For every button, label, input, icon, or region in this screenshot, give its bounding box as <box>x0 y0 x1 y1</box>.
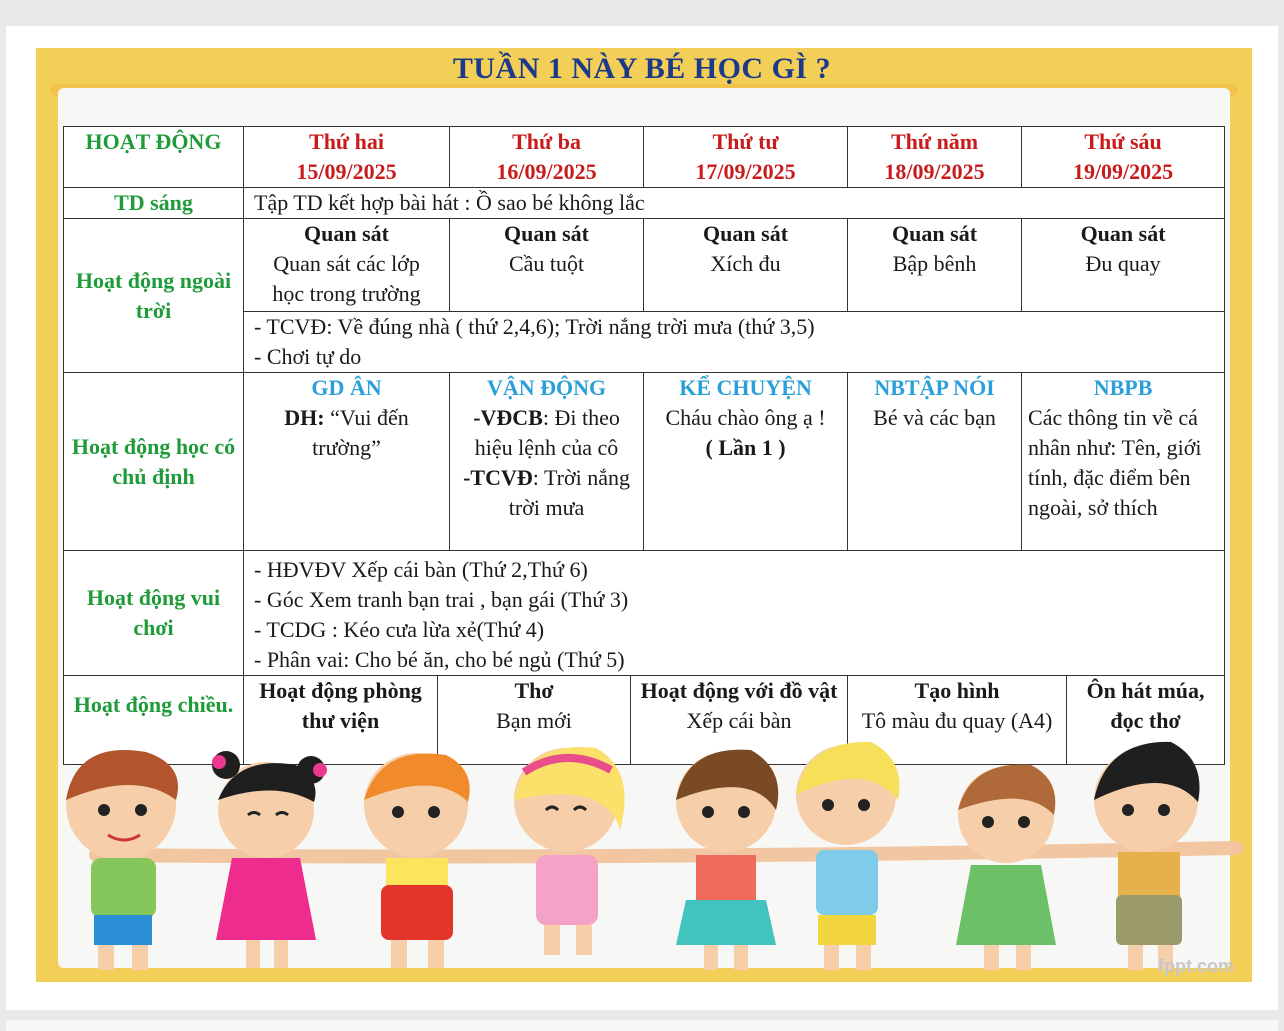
lesson-text: : Đi theo hiệu lệnh của cô <box>474 405 620 460</box>
lesson-cell-tuesday <box>450 373 644 551</box>
poster-title: TUẦN 1 NÀY BÉ HỌC GÌ ? <box>452 52 832 85</box>
cell-title: Thơ <box>514 678 554 703</box>
lesson-row <box>64 373 1225 551</box>
day-date: 17/09/2025 <box>695 159 796 184</box>
lesson-cell-monday <box>244 373 450 551</box>
activity-header: HOẠT ĐỘNG <box>64 127 244 188</box>
note-line: - Chơi tự do <box>254 344 362 369</box>
children-illustration <box>36 740 1252 980</box>
cell-text: Bạn mới <box>496 708 572 733</box>
play-content <box>244 551 1225 676</box>
header-row <box>64 127 1225 188</box>
subject-title: VẬN ĐỘNG <box>486 375 607 400</box>
lesson-text: Các thông tin về cá nhân như: Tên, giới tính, đặc điểm bên ngoài, sở thích <box>1028 405 1202 520</box>
day-name: Thứ tư <box>712 129 779 154</box>
lesson-text: Cháu chào ông ạ ! <box>665 405 826 430</box>
outdoor-cell-friday <box>1022 219 1225 312</box>
outdoor-cell-thursday <box>848 219 1022 312</box>
day-date: 15/09/2025 <box>296 159 397 184</box>
cell-text: Xếp cái bàn <box>686 708 792 733</box>
outdoor-label: Hoạt động ngoài trời <box>64 219 244 373</box>
day-header-monday <box>244 127 450 188</box>
day-name: Thứ năm <box>890 129 979 154</box>
day-name: Thứ ba <box>512 129 581 154</box>
cell-text: Xích đu <box>710 251 781 276</box>
subject-title: NBPB <box>1093 375 1153 400</box>
cell-text: Bập bênh <box>892 251 977 276</box>
outdoor-row <box>64 219 1225 312</box>
cell-title: Quan sát <box>504 221 590 246</box>
day-header-thursday <box>848 127 1022 188</box>
weekly-schedule-table <box>63 126 1225 765</box>
cell-title: Tạo hình <box>914 678 1000 703</box>
cell-text: Cầu tuột <box>508 251 585 276</box>
next-page-edge <box>6 1020 1278 1031</box>
morning-content: Tập TD kết hợp bài hát : Ồ sao bé không lắc <box>244 188 1225 219</box>
child-7 <box>956 765 1056 970</box>
cell-title: Quan sát <box>1080 221 1166 246</box>
cell-text: học trong trường <box>272 281 421 306</box>
lesson-cell-wednesday <box>644 373 848 551</box>
lesson-prefix: -TCVĐ <box>463 465 533 490</box>
outdoor-cell-tuesday <box>450 219 644 312</box>
day-header-tuesday <box>450 127 644 188</box>
day-date: 19/09/2025 <box>1072 159 1174 184</box>
cell-title: Quan sát <box>304 221 389 246</box>
cell-text: Tô màu đu quay (A4) <box>861 708 1053 733</box>
lesson-text: “Vui đến trường” <box>312 405 409 460</box>
play-label: Hoạt động vui chơi <box>64 551 244 676</box>
lesson-cell-friday <box>1022 373 1225 551</box>
cell-text: Quan sát các lớp <box>273 251 420 276</box>
day-header-friday <box>1022 127 1225 188</box>
cell-text: Đu quay <box>1085 251 1161 276</box>
day-date: 16/09/2025 <box>496 159 597 184</box>
outdoor-cell-monday <box>244 219 450 312</box>
play-line: - TCDG : Kéo cưa lừa xẻ(Thứ 4) <box>254 617 545 642</box>
lesson-text: Bé và các bạn <box>873 405 996 430</box>
lesson-prefix: DH: <box>284 405 325 430</box>
play-line: - Phân vai: Cho bé ăn, cho bé ngủ (Thứ 5) <box>254 647 625 672</box>
play-row <box>64 551 1225 676</box>
subject-title: KỂ CHUYỆN <box>679 375 812 400</box>
lesson-cell-thursday <box>848 373 1022 551</box>
cell-title: Quan sát <box>703 221 789 246</box>
morning-label: TD sáng <box>64 188 244 219</box>
day-date: 18/09/2025 <box>884 159 985 184</box>
outdoor-notes <box>244 312 1225 373</box>
outdoor-cell-wednesday <box>644 219 848 312</box>
lesson-prefix: -VĐCB <box>473 405 543 430</box>
cell-title: Hoạt động với đồ vật <box>640 678 838 703</box>
cell-title: Hoạt động phòng thư viện <box>259 678 422 733</box>
cell-title: Quan sát <box>892 221 978 246</box>
day-name: Thứ sáu <box>1084 129 1162 154</box>
morning-row <box>64 188 1225 219</box>
day-header-wednesday <box>644 127 848 188</box>
lesson-text: : Trời nắng trời mưa <box>508 465 630 520</box>
play-line: - Góc Xem tranh bạn trai , bạn gái (Thứ 3) <box>254 587 629 612</box>
subject-title: NBTẬP NÓI <box>874 375 995 400</box>
lesson-extra: ( Lần 1 ) <box>705 435 786 460</box>
lesson-label: Hoạt động học có chủ định <box>64 373 244 551</box>
watermark: fppt.com <box>1158 956 1234 976</box>
play-line: - HĐVĐV Xếp cái bàn (Thứ 2,Thứ 6) <box>254 557 588 582</box>
afternoon-label: Hoạt động chiều. <box>64 676 244 765</box>
note-line: - TCVĐ: Về đúng nhà ( thứ 2,4,6); Trời nắng trời mưa (thứ 3,5) <box>254 314 815 339</box>
cell-title: Ôn hát múa, đọc thơ <box>1086 678 1205 733</box>
subject-title: GD ÂN <box>311 375 382 400</box>
day-name: Thứ hai <box>309 129 384 154</box>
